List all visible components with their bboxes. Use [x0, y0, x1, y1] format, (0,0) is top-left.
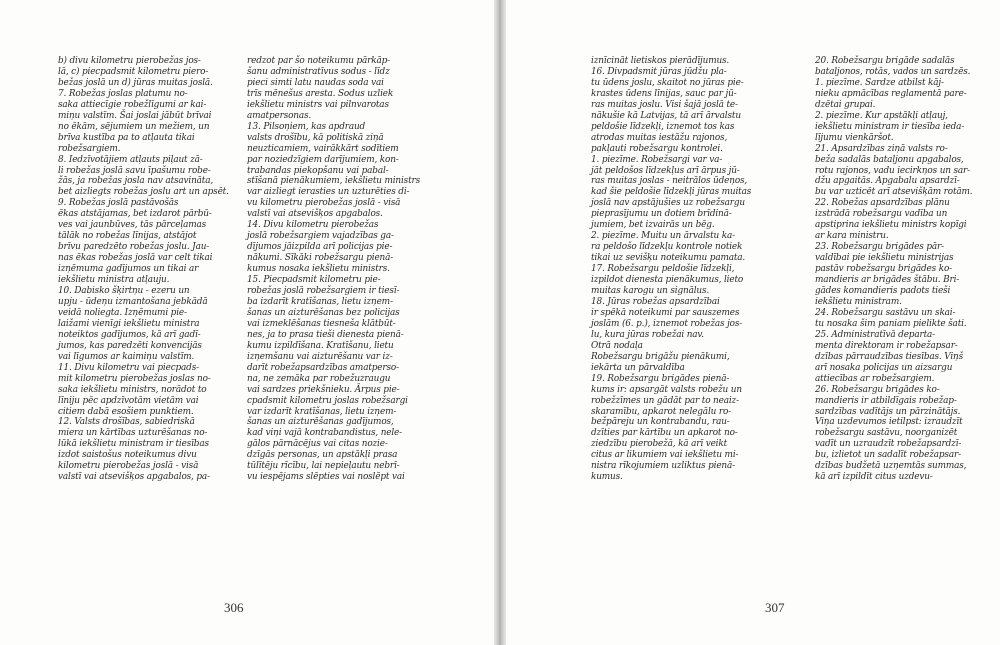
text-line: ras muitas joslas - neitrālos ūdeņos,	[591, 176, 748, 187]
text-line: bežpāreju un kontrabandu, rau-	[591, 417, 730, 428]
text-line: par noziedzīgiem darījumiem, kon-	[247, 154, 399, 165]
text-line: 20. Robežsargu brigāde sadalās	[815, 56, 955, 66]
text-line: 18. Jūras robežas apsardzībai	[591, 296, 720, 307]
text-line: 16. Divpadsmit jūras jūdžu pla-	[591, 66, 727, 77]
text-line: nākušie kā Latvijas, tā arī ārvalstu	[591, 110, 741, 121]
text-line: tu nosaka šim paniam pielikte šati.	[815, 318, 967, 329]
text-line: 24. Robežsargu sastāvu un skai-	[815, 307, 956, 318]
text-line: šanu administratīvus sodus - līdz	[247, 66, 390, 77]
text-line: robežsargiem.	[58, 143, 121, 154]
text-line: jāt peldošos līdzekļus arī ārpus jū-	[591, 165, 740, 176]
text-line: mit kilometru pierobežas joslas no-	[58, 373, 211, 384]
text-line: miera un kārtības uzturēšanas no-	[58, 428, 208, 439]
text-line: pastāv robežsargu brigādes ko-	[815, 264, 952, 275]
text-line: kad šie peldošie līdzekļi jūras muitas	[591, 187, 752, 198]
text-line: bežas joslā un d) jūras muitas joslā.	[58, 77, 213, 88]
text-line: 25. Administratīvā departa-	[815, 329, 935, 340]
text-line: jumos, kas paredzēti konvencijās	[58, 340, 202, 351]
text-line: bet aizliegts robežas joslu art un apsēt.	[58, 187, 229, 198]
text-line: iekšlietu ministram ir tiesība ieda-	[815, 121, 965, 132]
text-line: nes, ja to prasa tieši dienesta pienā-	[247, 329, 404, 340]
left-page-column-2	[247, 56, 427, 483]
text-line: dzētai grupai.	[815, 99, 876, 110]
text-line: izņemšanu vai aizturēšanu var iz-	[247, 351, 393, 362]
text-line: iekārta un pārvaldība	[591, 362, 685, 373]
text-line: no ēkām, sējumiem un mežiem, un	[58, 121, 210, 132]
text-line: dījumos jāizpilda arī policijas pie-	[247, 242, 393, 253]
text-line: peldošie līdzekļi, iznemot tos kas	[591, 121, 735, 132]
text-line: cpadsmit kilometru joslas robežsargi	[247, 395, 408, 406]
text-line: izpildot dienesta pienākumus, lieto	[591, 275, 744, 286]
text-line: šanas un aizturēšanas bez policijas	[247, 307, 400, 318]
text-line: 8. Iedzīvotājiem atļauts piļaut zā-	[58, 154, 203, 165]
text-line: 17. Robežsargu peldošie līdzekļi,	[591, 264, 735, 275]
text-line: saka attiecīgie robežlīgumi ar kai-	[58, 99, 207, 110]
text-line: 9. Robežas joslā pastāvošās	[58, 198, 179, 209]
text-line: li robežas joslā savu īpašumu robe-	[58, 165, 211, 176]
text-line: 2. piezīme. Kur apstākļi atļauj,	[815, 110, 948, 121]
text-line: var izdarīt kratīšanas, lietu izņem-	[247, 406, 397, 417]
text-line: tūlītēju rīcību, lai nepieļautu nebrī-	[247, 461, 400, 472]
text-line: citiem dabā esošiem punktiem.	[58, 406, 194, 417]
right-page	[506, 0, 1000, 645]
text-line: izdot saistošus noteikumus divu	[58, 450, 197, 461]
text-line: gādes komandieris padots tieši	[815, 286, 951, 297]
text-line: veidā noliegta. Izņēmumi pie-	[58, 307, 187, 318]
text-line: kad viņi vajā kontrabandistus, nele-	[247, 428, 403, 439]
text-line: trabandas piekopšanu vai pabal-	[247, 165, 389, 176]
text-line: amatpersonas.	[247, 110, 312, 121]
text-line: beža sadalās bataljonu apgabalos,	[815, 154, 964, 165]
text-line: valdībai pie iekšlietu ministrijas	[815, 253, 954, 264]
text-line: izstrādā robežsargu vadība un	[815, 209, 948, 220]
text-line: nieku apmācības reglamentā pare-	[815, 88, 967, 99]
text-line: citus ar likumiem vai iekšlietu mi-	[591, 450, 739, 461]
text-line: 2. piezīme. Muitu un ārvalstu ka-	[591, 231, 735, 242]
text-line: b) divu kilometru pierobežas jos-	[58, 56, 201, 66]
text-line: 19. Robežsargu brigādes pienā-	[591, 373, 730, 384]
text-line: 1. piezīme. Robežsargi var va-	[591, 154, 723, 165]
text-line: 14. Divu kilometru pierobežas	[247, 220, 379, 231]
text-line: gālos pārnācējus vai citas nozie-	[247, 439, 388, 450]
text-line: stīšanā pienākumiem, iekšlietu ministrs	[247, 176, 421, 187]
text-line: šanas un aizturēšanas gadījumos,	[247, 417, 394, 428]
text-line: ar kara ministru.	[815, 231, 889, 242]
text-line: 15. Piecpadsmit kilometru pie-	[247, 275, 381, 286]
text-line: 26. Robežsargu brigādes ko-	[815, 384, 940, 395]
text-line: skaramību, apkarot nelegālu ro-	[591, 406, 732, 417]
left-page-column-1	[58, 56, 238, 483]
text-line: robežsargu sastāvu, noorganizēt	[815, 428, 958, 439]
page-number-left: 306	[224, 600, 244, 615]
text-line: vu iespējams slēpties vai noslēpt vai	[247, 472, 405, 483]
text-line: iekšlietu ministrs vai pilnvarotas	[247, 99, 389, 110]
text-line: pieci simti latu naudas soda vai	[247, 77, 384, 88]
text-line: iekšlietu ministram.	[815, 296, 902, 307]
text-line: joslām (6. p.), iznemot robežas jos-	[591, 318, 743, 329]
text-line: dzības budžetā uzņemtās summas,	[815, 461, 967, 472]
text-line: vai izmeklēšanas tiesneša klātbūt-	[247, 318, 396, 329]
text-line: 12. Valsts drošības, sabiedriskā	[58, 417, 195, 428]
left-page	[0, 0, 494, 645]
text-line: izņēmuma gadījumos un tikai ar	[58, 264, 199, 275]
text-line: tu ūdens joslu, skaitot no jūras pie-	[591, 77, 744, 88]
text-line: darīt robežapsardzības amatperso-	[247, 362, 399, 373]
text-line: ves vai jaunbūves, tās pārceļamas	[58, 220, 207, 231]
text-line: dzīties par kārtību un apkarot no-	[591, 428, 738, 439]
text-line: 7. Robežas joslas platumu no-	[58, 88, 188, 99]
text-line: valstī vai atsevišķos apgabalos.	[247, 209, 383, 220]
text-line: bu var uzticēt arī atsevišķām rotām.	[815, 187, 973, 198]
text-line: nistra rīkojumiem uzliktus pienā-	[591, 461, 735, 472]
text-line: lu, kura jūras robežai nav.	[591, 329, 704, 340]
text-line: na, ne zemāka par robežuzraugu	[247, 373, 391, 384]
text-line: lūkā iekšlietu ministram ir tiesības	[58, 439, 209, 450]
text-line: robežas joslā robežsargiem ir tiesī-	[247, 286, 400, 297]
text-line: arī nosaka policijas un aizsargu	[815, 362, 953, 373]
text-line: tālāk no robežas līnijas, atstājot	[58, 231, 197, 242]
text-line: jumiem, bet izvairās un bēg.	[591, 220, 715, 231]
text-line: attiecības ar robežsargiem.	[815, 373, 935, 384]
text-line: Viņa uzdevumos ietilpst: izraudzīt	[815, 417, 963, 428]
text-line: trīs mēnešus aresta. Sodus uzliek	[247, 88, 394, 99]
text-line: robežzīmes un gādāt par to neaiz-	[591, 395, 739, 406]
text-line: vai sardzes priekšnieku. Ārpus pie-	[247, 384, 400, 395]
text-line: bu, izlietot un sadalīt robežapsar-	[815, 450, 961, 461]
text-line: dzības pārraudzības tiesības. Viņš	[815, 351, 964, 362]
text-line: dzīgās personas, un apstākļi prasa	[247, 450, 398, 461]
text-line: redzot par šo noteikumu pārkāp-	[247, 56, 391, 66]
text-line: menta direktoram ir robežapsar-	[815, 340, 958, 351]
text-line: Otrā nodaļa	[591, 340, 643, 351]
text-line: valstī vai atsevišķos apgabalos, pa-	[58, 472, 210, 483]
text-line: tikai uz sevišķu noteikumu pamata.	[591, 253, 746, 264]
text-line: nas ēkas robežas joslā var celt tikai	[58, 253, 213, 264]
text-line: atrodas muitas iestāžu rajonos,	[591, 132, 728, 143]
text-line: kumus nosaka iekšlietu ministrs.	[247, 264, 390, 275]
text-line: kums ir: apsargāt valsts robežu un	[591, 384, 742, 395]
text-line: joslā nav apstājušies uz robežsargu	[591, 198, 745, 209]
text-line: vadīt un uzraudzīt robežapsardzī-	[815, 439, 962, 450]
text-line: ir spēkā noteikumi par sauszemes	[591, 307, 740, 318]
text-line: 10. Dabisko šķirtņu - ezeru un	[58, 286, 190, 297]
text-line: mandieris ar brigādes štābu. Bri-	[815, 275, 960, 286]
text-line: kumu izpildīšana. Kratīšanu, lietu	[247, 340, 394, 351]
text-line: 22. Robežas apsardzības plānu	[815, 198, 950, 209]
text-line: kilometru pierobežas joslā - visā	[58, 461, 199, 472]
text-line: nākumi. Sīkāki robežsargu pienā-	[247, 253, 394, 264]
text-line: krastes ūdens līnijas, sauc par jū-	[591, 88, 737, 99]
text-line: ras muitas joslu. Visi šajā joslā te-	[591, 99, 738, 110]
text-line: valsts drošību, kā politiskā ziņā	[247, 132, 384, 143]
text-line: upju - ūdeņu izmantošana jebkādā	[58, 296, 208, 307]
text-line: muitas karogu un signālus.	[591, 286, 710, 297]
text-line: 1. piezīme. Sardze atbilst kāj-	[815, 77, 944, 88]
right-page-column-2	[815, 56, 995, 483]
text-line: ra peldošo līdzekļu kontrole notiek	[591, 242, 743, 253]
text-line: noteiktos gadījumos, kā arī gadī-	[58, 329, 201, 340]
text-line: iekšlietu ministra atļauju.	[58, 275, 170, 286]
text-line: džu apgaitās. Apgabalu apsardzī-	[815, 176, 960, 187]
text-line: 13. Pilsoņiem, kas apdraud	[247, 121, 366, 132]
text-line: bataljonos, rotās, vados un sardzēs.	[815, 66, 971, 77]
right-page-column-1	[591, 56, 771, 483]
text-line: apstiprina iekšlietu ministrs kopīgi	[815, 220, 967, 231]
page-number-right: 307	[765, 600, 785, 615]
text-line: ziedzību pierobežā, kā arī veikt	[591, 439, 728, 450]
text-line: 23. Robežsargu brigādes pār-	[815, 242, 944, 253]
text-line: joslā robežsargiem vajadzības ga-	[247, 231, 394, 242]
text-line: līniju pēc apdzīvotām vietām vai	[58, 395, 199, 406]
text-line: 21. Apsardzības ziņā valsts ro-	[815, 143, 948, 154]
book-gutter	[494, 0, 506, 645]
text-line: sardzības vadītājs un pārzinātājs.	[815, 406, 961, 417]
text-line: vai līgumos ar kaimiņu valstīm.	[58, 351, 195, 362]
text-line: ba izdarīt kratīšanas, lietu izņem-	[247, 296, 393, 307]
text-line: rotu rajonos, vadu iecirkņos un sar-	[815, 165, 970, 176]
text-line: Robežsargu brigāžu pienākumi,	[591, 351, 730, 362]
text-line: kumus.	[591, 472, 623, 483]
text-line: miņu valstīm. Šai joslai jābūt brīvai	[58, 110, 212, 121]
text-line: pieprasījumu un dotiem brīdinā-	[591, 209, 732, 220]
text-line: brīva kustība pa to atļauta tikai	[58, 132, 195, 143]
text-line: neuzticamiem, vairākkārt sodītiem	[247, 143, 399, 154]
text-line: pakļauti robežsargu kontrolei.	[591, 143, 723, 154]
text-line: iznīcināt lietiskos pierādījumus.	[591, 56, 730, 66]
text-line: vu kilometru pierobežas joslā - visā	[247, 198, 401, 209]
text-line: var aizliegt ierasties un uzturēties di-	[247, 187, 410, 198]
text-line: 11. Divu kilometru vai piecpads-	[58, 362, 199, 373]
text-line: žās, ja robežas josla nav atsavināta,	[58, 176, 214, 187]
text-line: laižami vienīgi iekšlietu ministra	[58, 318, 200, 329]
text-line: lā, c) piecpadsmit kilometru piero-	[58, 66, 209, 77]
text-line: lījumu vienkāršot.	[815, 132, 894, 143]
text-line: saka iekšlietu ministrs, norādot to	[58, 384, 207, 395]
text-line: ēkas atstājamas, bet izdarot pārbū-	[58, 209, 212, 220]
text-line: mandieris ir atbildīgais robežap-	[815, 395, 957, 406]
text-line: brīvu paredzēto robežas joslu. Jau-	[58, 242, 210, 253]
text-line: kā arī izpildīt citus uzdevu-	[815, 472, 933, 483]
